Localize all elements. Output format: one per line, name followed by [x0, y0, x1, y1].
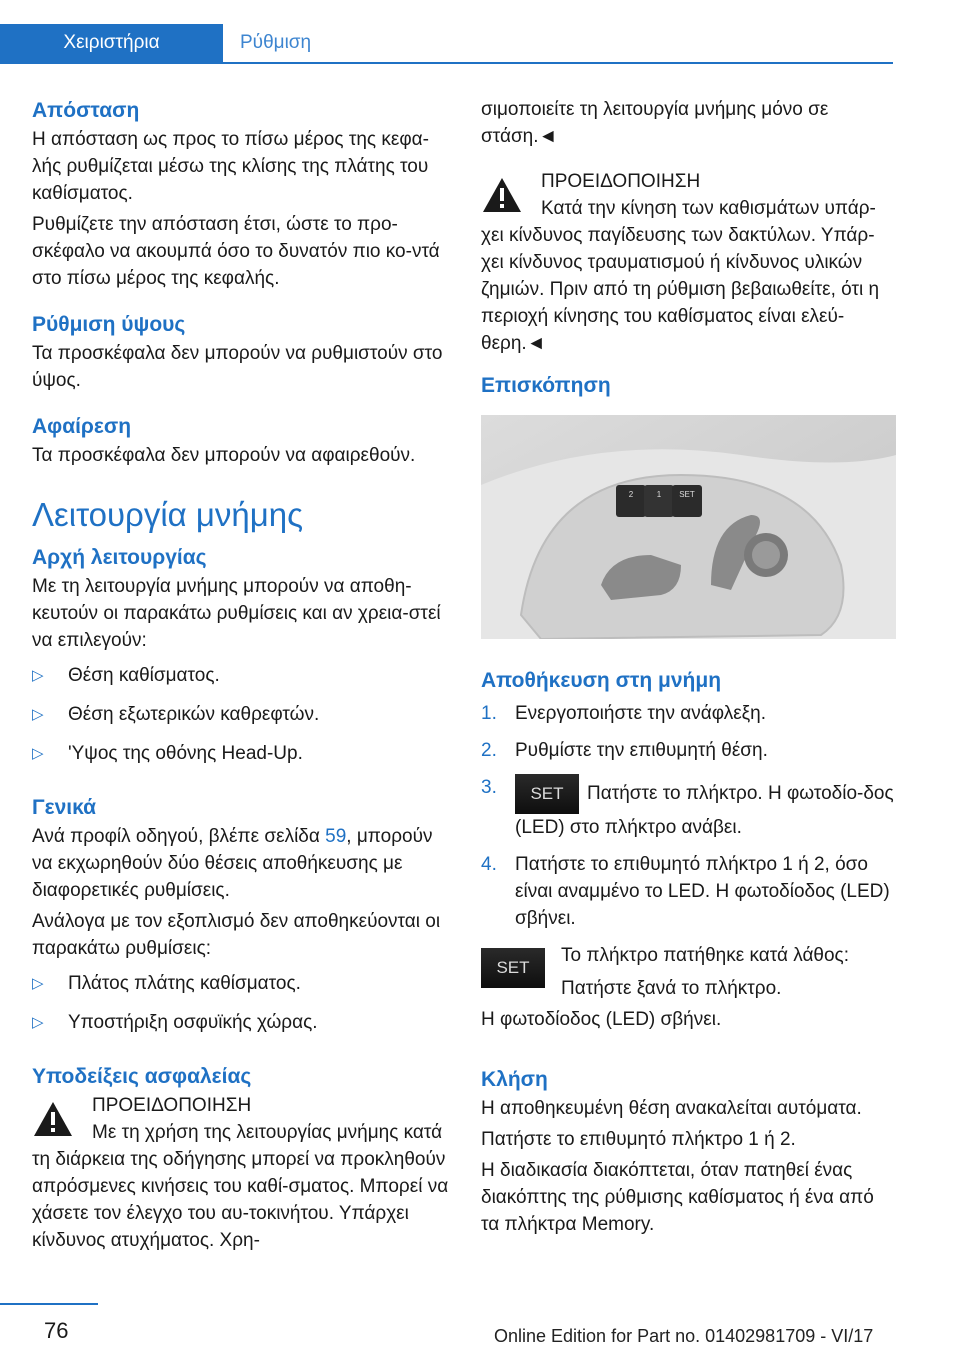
- footer-accent-line: [0, 1303, 98, 1305]
- triangle-bullet-icon: ▷: [32, 706, 44, 723]
- list-item: ▷ Υποστήριξη οσφυϊκής χώρας.: [32, 1009, 452, 1036]
- memory-button-1-label: 1: [656, 490, 662, 499]
- triangle-bullet-icon: ▷: [32, 745, 44, 762]
- list-item: ▷ Θέση καθίσματος.: [32, 662, 452, 689]
- list-item: ▷ Πλάτος πλάτης καθίσματος.: [32, 970, 452, 997]
- warning-label: ΠΡΟΕΙΔΟΠΟΙΗΣΗ: [92, 1095, 252, 1116]
- warning-label: ΠΡΟΕΙΔΟΠΟΙΗΣΗ: [541, 171, 701, 192]
- list-item: 2. Ρυθμίστε την επιθυμητή θέση.: [481, 740, 768, 761]
- section-title-overview: Επισκόπηση: [481, 374, 611, 397]
- principle-paragraph: Με τη λειτουργία μνήμης μπορούν να αποθη-κευτούν οι παρακάτω ρυθμίσεις και αν χρεια-στεί να επιλεγούν:: [32, 576, 441, 651]
- list-item: 1. Ενεργοποιήστε την ανάφλεξη.: [481, 703, 767, 724]
- right-column: [481, 96, 896, 1242]
- memory-button-2-label: 2: [628, 490, 634, 499]
- warning-block: [32, 1092, 452, 1254]
- section-title-safety: Υποδείξεις ασφαλείας: [32, 1065, 252, 1088]
- recall-paragraph-1: Η αποθηκευμένη θέση ανακαλείται αυτόματα.: [481, 1098, 862, 1119]
- recall-paragraph-3: Η διαδικασία διακόπτεται, όταν πατηθεί ένας διακόπτης της ρύθμισης καθίσματος ή ένα από τα πλήκτρα Memory.: [481, 1160, 874, 1235]
- list-item: ▷ 'Υψος της οθόνης Head-Up.: [32, 740, 452, 767]
- left-column: [32, 96, 452, 1254]
- note-line-2: Πατήστε ξανά το πλήκτρο.: [561, 978, 782, 999]
- section-title-store: Αποθήκευση στη μνήμη: [481, 669, 722, 692]
- warning-continuation: σιμοποιείτε τη λειτουργία μνήμης μόνο σε στάση.◄: [481, 99, 829, 147]
- set-button-icon: SET: [481, 948, 545, 988]
- removal-paragraph: Τα προσκέφαλα δεν μπορούν να αφαιρεθούν.: [32, 445, 416, 466]
- recall-paragraph-2: Πατήστε το επιθυμητό πλήκτρο 1 ή 2.: [481, 1129, 796, 1150]
- list-item: ▷ Θέση εξωτερικών καθρεφτών.: [32, 701, 452, 728]
- warning-text: Κατά την κίνηση των καθισμάτων υπάρ-χει κίνδυνος παγίδευσης των δακτύλων. Υπάρ-χει κίνδυνος τραυματισμού ή κίνδυνος υλικών ζημιών. Πριν από τη ρύθμιση βεβαιωθείτε, ότι η περιοχή κίνησης του καθίσματος είναι ελεύ-θερη.◄: [481, 198, 880, 354]
- memory-buttons: [616, 485, 702, 517]
- triangle-bullet-icon: ▷: [32, 667, 44, 684]
- page-reference-link[interactable]: 59: [325, 826, 347, 847]
- page-number: 76: [44, 1318, 69, 1343]
- general-paragraph-1: Ανά προφίλ οδηγού, βλέπε σελίδα 59, μπορούν να εκχωρηθούν δύο θέσεις αποθήκευσης με διαφορετικές ρυθμίσεις.: [32, 826, 433, 901]
- tab-controls[interactable]: Χειριστήρια: [0, 24, 223, 62]
- seat-memory-buttons-photo: [481, 415, 896, 639]
- distance-paragraph-2: Ρυθμίζετε την απόσταση έτσι, ώστε το προ-σκέφαλο να ακουμπά όσο το δυνατόν πιο κο-ντά στο πίσω μέρος της κεφαλής.: [32, 214, 440, 289]
- note-block: [481, 942, 896, 1033]
- section-title-height: Ρύθμιση ύψους: [32, 313, 186, 336]
- warning-triangle-icon: [481, 176, 523, 214]
- chapter-title: Λειτουργία μνήμης: [32, 496, 304, 533]
- warning-text: Με τη χρήση της λειτουργίας μνήμης κατά τη διάρκεια της οδήγησης μπορεί να προκληθούν απρόσμενες κινήσεις του καθί-σματος. Μπορεί να χάσετε τον έλεγχο του αυ-τοκινήτου. Υπάρχει κίνδυνος ατυχήματος. Χρη-: [32, 1122, 449, 1251]
- warning-triangle-icon: [32, 1100, 74, 1138]
- set-button-icon: SET: [515, 774, 579, 814]
- triangle-bullet-icon: ▷: [32, 1014, 44, 1031]
- list-item: 4. Πατήστε το επιθυμητό πλήκτρο 1 ή 2, όσο είναι αναμμένο το LED. Η φωτοδίοδος (LED) σβήνει.: [481, 854, 890, 929]
- distance-paragraph-1: Η απόσταση ως προς το πίσω μέρος της κεφα-λής ρυθμίζεται μέσω της κλίσης της πλάτης του καθίσματος.: [32, 129, 429, 204]
- memory-button-set-label: SET: [679, 490, 695, 499]
- height-paragraph: Τα προσκέφαλα δεν μπορούν να ρυθμιστούν στο ύψος.: [32, 343, 443, 391]
- edition-note: Online Edition for Part no. 01402981709 - VI/17: [494, 1326, 874, 1346]
- warning-block: [481, 168, 896, 357]
- section-title-distance: Απόσταση: [32, 99, 140, 122]
- section-title-general: Γενικά: [32, 796, 97, 819]
- general-paragraph-2: Ανάλογα με τον εξοπλισμό δεν αποθηκεύονται οι παρακάτω ρυθμίσεις:: [32, 911, 441, 959]
- section-title-removal: Αφαίρεση: [32, 415, 132, 438]
- section-title-principle: Αρχή λειτουργίας: [32, 546, 207, 569]
- header-tabs: [0, 24, 893, 64]
- triangle-bullet-icon: ▷: [32, 975, 44, 992]
- list-item: 3. SET Πατήστε το πλήκτρο. Η φωτοδίο-δος (LED) στο πλήκτρο ανάβει.: [481, 774, 896, 841]
- note-line-3: Η φωτοδίοδος (LED) σβήνει.: [481, 1009, 722, 1030]
- note-line-1: Το πλήκτρο πατήθηκε κατά λάθος:: [561, 945, 849, 966]
- tab-adjustment[interactable]: Ρύθμιση: [240, 32, 312, 53]
- section-title-recall: Κλήση: [481, 1068, 548, 1091]
